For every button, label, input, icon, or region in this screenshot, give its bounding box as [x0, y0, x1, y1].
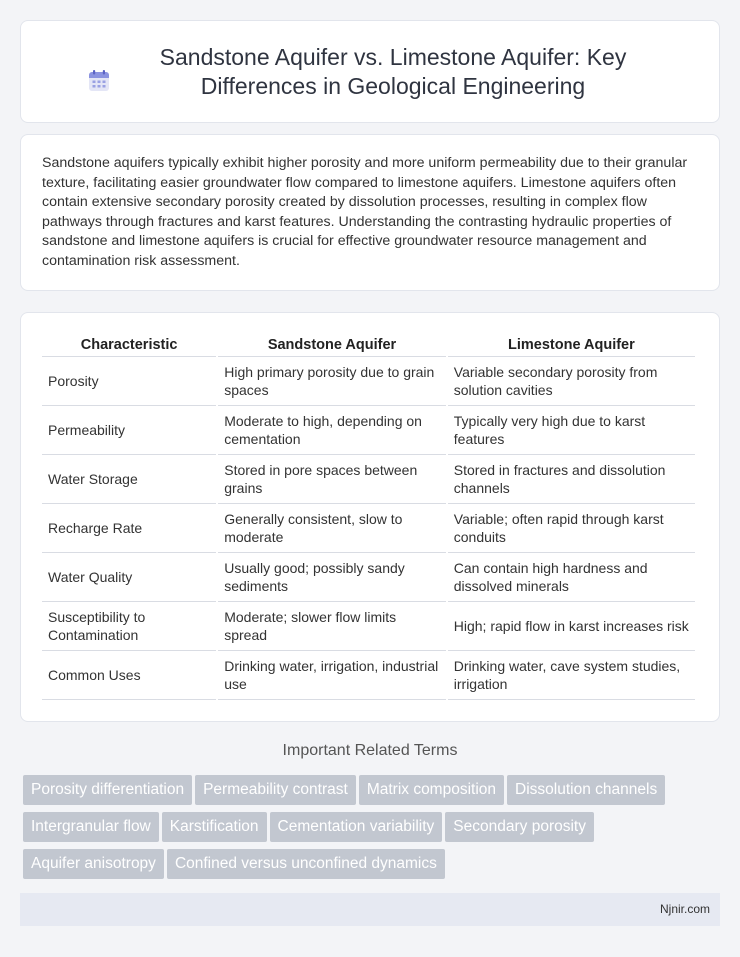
page-title: Sandstone Aquifer vs. Limestone Aquifer: Key Differences in Geological Engineering [159, 43, 627, 99]
table-header-row [42, 331, 695, 357]
related-term-tag[interactable]: Intergranular flow [23, 812, 159, 842]
calendar-icon [87, 69, 111, 93]
table-cell: Moderate to high, depending on cementation [218, 406, 446, 455]
table-row [42, 553, 695, 602]
comparison-table [40, 331, 697, 700]
table-cell: Stored in fractures and dissolution channels [448, 455, 695, 504]
intro-paragraph: Sandstone aquifers typically exhibit higher porosity and more uniform permeability due to their granular texture, facilitating easier groundwater flow compared to limestone aquifers. Limestone aquifers often contain extensive secondary porosity created by dissolution processes, resulting in complex flow pathways through fractures and karst features. Understanding the contrasting hydraulic properties of sandstone and limestone aquifers is crucial for effective groundwater resource management and contamination risk assessment. [42, 155, 688, 269]
column-header: Limestone Aquifer [448, 331, 695, 357]
column-header: Sandstone Aquifer [218, 331, 446, 357]
table-cell: Porosity [42, 357, 216, 406]
table-cell: Variable secondary porosity from solution cavities [448, 357, 695, 406]
table-cell: High; rapid flow in karst increases risk [448, 602, 695, 651]
table-cell: Generally consistent, slow to moderate [218, 504, 446, 553]
table-cell: Variable; often rapid through karst conduits [448, 504, 695, 553]
related-term-tag[interactable]: Karstification [162, 812, 267, 842]
related-term-tag[interactable]: Aquifer anisotropy [23, 849, 164, 879]
table-cell: High primary porosity due to grain spaces [218, 357, 446, 406]
title-card [20, 20, 720, 123]
related-terms-list [23, 775, 723, 886]
table-row [42, 357, 695, 406]
comparison-table-card [20, 312, 720, 722]
related-term-tag[interactable]: Matrix composition [359, 775, 504, 805]
related-term-tag[interactable]: Permeability contrast [195, 775, 356, 805]
table-cell: Usually good; possibly sandy sediments [218, 553, 446, 602]
related-term-tag[interactable]: Porosity differentiation [23, 775, 192, 805]
table-cell: Recharge Rate [42, 504, 216, 553]
table-cell: Susceptibility to Contamination [42, 602, 216, 651]
related-term-tag[interactable]: Secondary porosity [445, 812, 594, 842]
table-cell: Water Quality [42, 553, 216, 602]
table-cell: Typically very high due to karst features [448, 406, 695, 455]
related-term-tag[interactable]: Confined versus unconfined dynamics [167, 849, 445, 879]
column-header: Characteristic [42, 331, 216, 357]
table-cell: Permeability [42, 406, 216, 455]
table-row [42, 651, 695, 700]
table-row [42, 602, 695, 651]
footer-site-link[interactable]: Njnir.com [659, 902, 710, 916]
intro-card [20, 134, 720, 291]
table-cell: Water Storage [42, 455, 216, 504]
table-cell: Stored in pore spaces between grains [218, 455, 446, 504]
table-row [42, 504, 695, 553]
related-term-tag[interactable]: Cementation variability [270, 812, 443, 842]
related-terms-heading: Important Related Terms [282, 742, 458, 759]
table-cell: Moderate; slower flow limits spread [218, 602, 446, 651]
table-row [42, 406, 695, 455]
related-term-tag[interactable]: Dissolution channels [507, 775, 665, 805]
table-cell: Can contain high hardness and dissolved minerals [448, 553, 695, 602]
table-cell: Drinking water, irrigation, industrial use [218, 651, 446, 700]
footer [20, 893, 720, 926]
table-cell: Common Uses [42, 651, 216, 700]
table-row [42, 455, 695, 504]
table-cell: Drinking water, cave system studies, irrigation [448, 651, 695, 700]
